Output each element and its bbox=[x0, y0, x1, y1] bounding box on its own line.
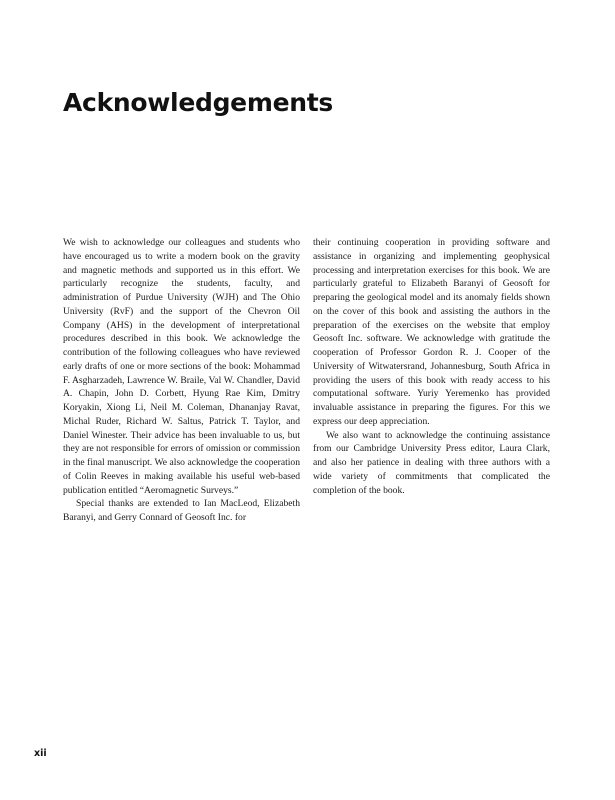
paragraph: We also want to acknowledge the continuing assistance from our Cambridge University Press editor, Laura Clark, and also her patience in dealing with three authors with a wide variety of commitments that complicated the completion of the book. bbox=[313, 429, 550, 496]
page-title: Acknowledgements bbox=[63, 88, 333, 117]
paragraph: their continuing cooperation in providing software and assistance in organizing and implementing geophysical processing and interpretation exercises for this book. We are particularly grateful to Elizabeth Baranyi of Geosoft for preparing the geological model and its anomaly fields shown on the cover of this book and assisting the authors in the preparation of the exercises on the website that employ Geosoft Inc. software. We acknowledge with gratitude the cooperation of Professor Gordon R. J. Cooper of the University of Witwatersrand, Johannesburg, South Africa in providing the users of this book with ready access to his computational software. Yuriy Yeremenko has provided invaluable assistance in preparing the figures. For this we express our deep appreciation. bbox=[313, 237, 550, 427]
left-text-column bbox=[63, 236, 300, 525]
right-text-column bbox=[313, 236, 550, 497]
paragraph: We wish to acknowledge our colleagues and students who have encouraged us to write a modern book on the gravity and magnetic methods and supported us in this effort. We particularly recognize the students, faculty, and administration of Purdue University (WJH) and The Ohio University (RvF) and the support of the Chevron Oil Company (AHS) in the development of interpretational procedures described in this book. We acknowledge the contribution of the following colleagues who have reviewed early drafts of one or more sections of the book: Mohammad F. Asgharzadeh, Lawrence W. Braile, Val W. Chandler, David A. Chapin, John D. Corbett, Hyung Rae Kim, Dmitry Koryakin, Xiong Li, Neil M. Coleman, Dhananjay Ravat, Michal Ruder, Richard W. Saltus, Patrick T. Taylor, and Daniel Winester. Their advice has been invaluable to us, but they are not responsible for errors of omission or commission in the final manuscript. We also acknowledge the cooperation of Colin Reeves in making available his useful web-based publication entitled “Aeromagnetic Surveys.” bbox=[63, 237, 300, 496]
page-number: xii bbox=[34, 748, 47, 759]
paragraph: Special thanks are extended to Ian MacLeod, Elizabeth Baranyi, and Gerry Connard of Geosoft Inc. for bbox=[63, 498, 300, 523]
